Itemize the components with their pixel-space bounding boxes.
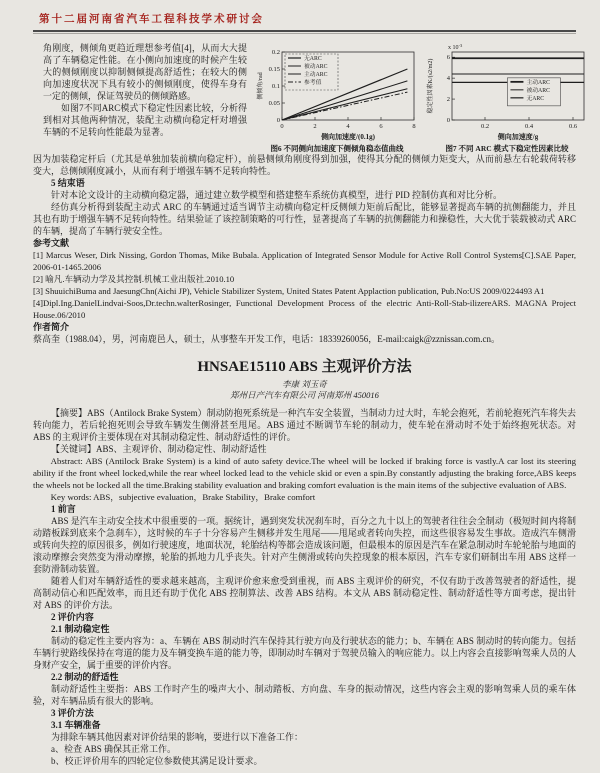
svg-text:参考值: 参考值: [304, 80, 322, 86]
abstract-cn: 【摘要】ABS（Antilock Brake System）制动防抱死系统是一种汽车安全装置，当制动力过大时，车轮会抱死，若前轮抱死汽车将失去转向能力，若后轮抱死则会导致车辆发生侧滑甚至甩尾。ABS 通过不断调节车轮的制动力，使车轮在滑动时不处于始终抱死状态。对 ABS 的主观评价主要体现在对其制动稳定性、制动舒适性的评价。: [33, 408, 576, 442]
svg-text:x 10-3: x $10^{-3}$: [448, 43, 463, 51]
figures-row: [255, 42, 589, 153]
section21-heading: 2.1 制动稳定性: [51, 624, 110, 634]
section1-paragraph: 随着人们对车辆舒适性的要求越来越高，主观评价愈来愈受到重视，而 ABS 主观评价的研究，不仅有助于改善驾驶者的舒适性，提高制动信心和匹配效率，而且还有助于优化 ABS 控制算法、改善 ABS 结构。本文从 ABS 制动稳定性、制动舒适性等方面考虑，提出针对 ABS 的评价方法。: [33, 576, 576, 610]
svg-text:无ARC: 无ARC: [526, 95, 545, 102]
two-column-section: [33, 42, 576, 153]
section2-heading: 2 评价内容: [51, 612, 94, 622]
body-paragraph: 因为加装稳定杆后（尤其是单独加装前横向稳定杆），前悬侧倾角刚度得到加强，使得其分配的侧倾力矩变大，从而前悬左右轮载荷转移变大，总侧倾刚度减小，从而有利于增强车辆不足转向特性。: [33, 154, 576, 176]
header-rule: [33, 33, 576, 34]
section31-heading: 3.1 车辆准备: [51, 720, 101, 730]
svg-text:0.1: 0.1: [271, 83, 280, 90]
svg-text:0: 0: [446, 117, 450, 124]
section22-paragraph: 制动舒适性主要指：ABS 工作时产生的噪声大小、制动踏板、方向盘、车身的振动情况，这些内容会主观的影响驾乘人员的乘车体验，对车辆品质有很大的影响。: [33, 684, 576, 706]
svg-text:稳定性因素K/(s2/m2): 稳定性因素K/(s2/m2): [428, 58, 434, 114]
figure7-caption: 图7 不同 ARC 模式下稳定性因素比较: [445, 144, 569, 153]
svg-text:0.6: 0.6: [568, 123, 578, 130]
conference-header: 第十二届河南省汽车工程科技学术研讨会: [33, 12, 576, 32]
reference-item: [3] ShuuichiBuma and JaesungChn(Aichi JP), Vehicle Stabilizer System, United States Patent Applaction publication, Pub.No:US 2009/0224493 A1: [33, 286, 545, 296]
body-paragraph: 角刚度，侧倾角更趋近理想参考值[4]，从而大大提高了车辆稳定性能。在小侧向加速度的时候产生较大的侧倾刚度以抑制侧倾提高舒适性；在较大的侧向加速度状况下具有较小的侧倾刚度，使得车身有一定的侧倾，保证驾驶员的侧倾路感。: [43, 43, 247, 101]
svg-text:0: 0: [276, 117, 280, 124]
svg-text:0.2: 0.2: [480, 123, 490, 130]
author-bio-text: 蔡高奎（1988.04），男，河南鹿邑人，硕士，从事整车开发工作，电话：18339260056，E-mail:caigk@zznissan.com.cn。: [33, 334, 500, 344]
paper-authors: 李康 刘玉奇: [282, 379, 327, 389]
reference-item: [1] Marcus Weser, Dirk Nissing, Gordon Thomas, Mike Bubala. Application of Integrated Sensor Module for Active Roll Control Systems[C].SAE Paper, 2006-01-1465.2006: [33, 250, 576, 272]
svg-text:被动ARC: 被动ARC: [304, 64, 328, 70]
svg-text:被动ARC: 被动ARC: [526, 87, 550, 94]
figure-6: [255, 42, 419, 153]
figure7-line-chart: [425, 42, 589, 142]
prep-item-b: b、校正评价用车的四轮定位参数使其满足设计要求。: [51, 756, 263, 766]
svg-text:侧向加速度/g: 侧向加速度/g: [497, 133, 539, 141]
svg-text:0.05: 0.05: [268, 100, 280, 107]
conclusion-heading: 5 结束语: [51, 178, 85, 188]
abstract-en: Abstract: ABS (Antilock Brake System) is a kind of auto safety device.The wheel will be locked if braking force is vastly.A car lost its steering ability if the front wheel locked,while the rear wheel locked lead to the vehicle skid or even a spin.By constantly adjusting the braking force,ABS keeps the wheels not be locked all the time.Braking stability evaluation and braking comfort evaluation is the main items of the subjective evaluation of ABS.: [33, 456, 576, 490]
conclusion-paragraph: 针对本论文设计的主动横向稳定器，通过建立数学模型和搭建整车系统仿真模型，进行 PID 控制仿真和对比分析。: [51, 190, 503, 200]
section31-paragraph: 为排除车辆其他因素对评价结果的影响，要进行以下准备工作：: [51, 732, 304, 742]
figure6-line-chart: [255, 42, 419, 142]
section3-heading: 3 评价方法: [51, 708, 94, 718]
svg-text:主动ARC: 主动ARC: [304, 72, 328, 78]
figure6-caption: 图6 不同侧向加速度下侧倾角稳态值曲线: [270, 144, 404, 153]
svg-text:侧向加速度/(0.1g): 侧向加速度/(0.1g): [321, 133, 375, 141]
svg-text:0.2: 0.2: [271, 49, 280, 56]
section1-heading: 1 前言: [51, 504, 76, 514]
svg-text:主动ARC: 主动ARC: [526, 79, 550, 86]
svg-text:0.4: 0.4: [524, 123, 534, 130]
svg-text:8: 8: [412, 123, 416, 130]
reference-item: [4]Dipl.Ing.DanielLindvai-Soos,Dr.techn.walterRosinger, Functional Development Process of the electric Anti-Roll-Stab-ilizereARS. MAGNA Project House.06/2010: [33, 298, 576, 320]
conclusion-paragraph: 经仿真分析得到装配主动式 ARC 的车辆通过适当调节主动横向稳定杆反侧倾力矩前后配比，能够显著提高车辆的抗侧翻能力，并且其也有助于增强车辆不足转向特性。结果验证了该控制策略的可行性，显著提高了车辆的抗侧翻能力和操稳性，大大优于装载被动式 ARC 的车辆，提高了车辆行驶安全性。: [33, 202, 576, 236]
reference-item: [2] 喻凡.车辆动力学及其控制.机械工业出版社.2010.10: [33, 274, 235, 284]
svg-text:6: 6: [379, 123, 383, 130]
figure-7: [425, 42, 589, 153]
prep-item-a: a、检查 ABS 确保其正常工作。: [51, 744, 177, 754]
svg-text:0: 0: [280, 123, 284, 130]
svg-text:0.15: 0.15: [268, 66, 280, 73]
svg-text:2: 2: [446, 96, 450, 104]
section1-paragraph: ABS 是汽车主动安全技术中很重要的一项。据统计，遇到突发状况刹车时，百分之九十以上的驾驶者往往会全制动（极短时间内将制动踏板踩到底来个急刹车），这时候的车子十分容易产生侧移并发生甩尾——甩尾或者转向失控，而这些很容易发生事故。造成汽车侧滑或转向失控的原因很多，例如行驶速度，地面状况，轮胎结构等都会造成该问题，但最根本的原因是汽车在紧急制动时车轮轮胎与地面的滚动摩擦会突然变为滑动摩擦，轮胎的抓地力几乎丧失。针对产生侧滑或转向失控现象的根本原因，汽车专家们研制出车用 ABS 这样一套防滑制动装置。: [33, 516, 576, 574]
author-bio-heading: 作者简介: [33, 322, 70, 332]
section21-paragraph: 制动的稳定性主要内容为：a、车辆在 ABS 制动时汽车保持其行驶方向及行驶状态的能力；b、车辆在 ABS 制动时的转向能力。包括车辆行驶路线保持在弯道的能力及车辆变换车道的能力等，即制动时车辆对于驾驶员输入的响应能力。以上内容会直接影响驾乘人员的人身财产安全，属于重要的评价内容。: [33, 636, 576, 670]
svg-text:无ARC: 无ARC: [304, 56, 322, 62]
paper-affiliation: 郑州日产汽车有限公司 河南郑州 450016: [230, 390, 379, 400]
svg-text:4: 4: [446, 75, 450, 83]
paper-title: HNSAE15110 ABS 主观评价方法: [197, 359, 412, 375]
keywords-en: Key words: ABS，subjective evaluation，Brake Stability，Brake comfort: [50, 492, 316, 502]
body-paragraph: 如图7不同ARC模式下稳定性因素比较，分析得到相对其他两种情况，装配主动横向稳定杆对增强车辆的不足转向性能最为显著。: [43, 103, 247, 137]
svg-text:2: 2: [313, 123, 317, 130]
svg-text:6: 6: [446, 54, 450, 62]
keywords-cn: 【关键词】ABS、主观评价、制动稳定性、制动舒适性: [51, 444, 267, 454]
svg-text:侧倾角/rad: 侧倾角/rad: [258, 72, 264, 100]
svg-text:4: 4: [346, 123, 350, 130]
references-heading: 参考文献: [33, 238, 70, 248]
left-column: [43, 42, 247, 138]
section22-heading: 2.2 制动的舒适性: [51, 672, 119, 682]
